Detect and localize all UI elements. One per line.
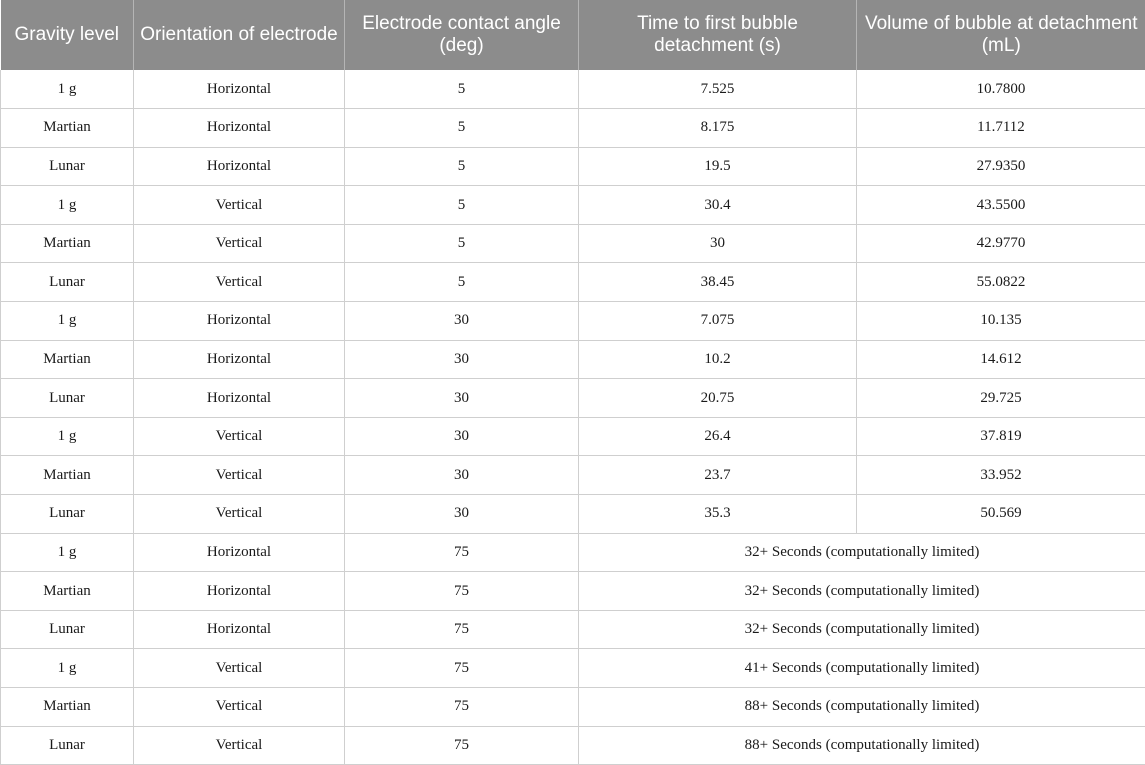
table-row: [1, 224, 1145, 263]
cell-contact-angle: 75: [345, 688, 579, 727]
table-row: [1, 533, 1145, 572]
table-row: [1, 263, 1145, 302]
cell-gravity-level: Martian: [1, 572, 134, 611]
cell-time-to-detachment: 10.2: [579, 340, 857, 379]
cell-orientation: Vertical: [134, 263, 345, 302]
cell-orientation: Horizontal: [134, 610, 345, 649]
cell-detachment-note: 41+ Seconds (computationally limited): [579, 649, 1145, 688]
cell-gravity-level: 1 g: [1, 649, 134, 688]
cell-time-to-detachment: 7.075: [579, 302, 857, 341]
table-row: [1, 495, 1145, 534]
table-row: [1, 147, 1145, 186]
header-gravity-level: Gravity level: [1, 0, 134, 70]
cell-bubble-volume: 33.952: [857, 456, 1145, 495]
cell-gravity-level: 1 g: [1, 533, 134, 572]
cell-orientation: Vertical: [134, 186, 345, 225]
cell-gravity-level: Lunar: [1, 610, 134, 649]
cell-orientation: Vertical: [134, 688, 345, 727]
cell-contact-angle: 30: [345, 495, 579, 534]
cell-orientation: Horizontal: [134, 340, 345, 379]
cell-bubble-volume: 43.5500: [857, 186, 1145, 225]
table-row: [1, 649, 1145, 688]
table-row: [1, 109, 1145, 148]
cell-time-to-detachment: 30.4: [579, 186, 857, 225]
cell-bubble-volume: 29.725: [857, 379, 1145, 418]
cell-time-to-detachment: 20.75: [579, 379, 857, 418]
cell-gravity-level: 1 g: [1, 186, 134, 225]
table-row: [1, 186, 1145, 225]
header-row: [1, 0, 1145, 70]
cell-detachment-note: 88+ Seconds (computationally limited): [579, 688, 1145, 727]
header-time-to-detachment: Time to first bubble detachment (s): [579, 0, 857, 70]
cell-bubble-volume: 11.7112: [857, 109, 1145, 148]
header-contact-angle: Electrode contact angle (deg): [345, 0, 579, 70]
cell-time-to-detachment: 7.525: [579, 70, 857, 109]
cell-contact-angle: 5: [345, 70, 579, 109]
cell-contact-angle: 75: [345, 572, 579, 611]
header-bubble-volume: Volume of bubble at detachment (mL): [857, 0, 1145, 70]
cell-gravity-level: Lunar: [1, 495, 134, 534]
cell-time-to-detachment: 26.4: [579, 417, 857, 456]
cell-gravity-level: 1 g: [1, 70, 134, 109]
cell-bubble-volume: 14.612: [857, 340, 1145, 379]
cell-orientation: Horizontal: [134, 147, 345, 186]
cell-orientation: Horizontal: [134, 109, 345, 148]
cell-gravity-level: Martian: [1, 224, 134, 263]
cell-contact-angle: 75: [345, 726, 579, 765]
cell-gravity-level: Martian: [1, 456, 134, 495]
cell-gravity-level: Lunar: [1, 726, 134, 765]
cell-orientation: Vertical: [134, 495, 345, 534]
cell-orientation: Vertical: [134, 224, 345, 263]
cell-gravity-level: Martian: [1, 109, 134, 148]
cell-contact-angle: 75: [345, 610, 579, 649]
table-row: [1, 302, 1145, 341]
cell-orientation: Vertical: [134, 417, 345, 456]
table-row: [1, 456, 1145, 495]
cell-orientation: Horizontal: [134, 379, 345, 418]
cell-bubble-volume: 42.9770: [857, 224, 1145, 263]
cell-detachment-note: 32+ Seconds (computationally limited): [579, 610, 1145, 649]
cell-orientation: Vertical: [134, 726, 345, 765]
cell-time-to-detachment: 8.175: [579, 109, 857, 148]
cell-detachment-note: 32+ Seconds (computationally limited): [579, 572, 1145, 611]
cell-contact-angle: 30: [345, 417, 579, 456]
cell-gravity-level: 1 g: [1, 417, 134, 456]
cell-gravity-level: 1 g: [1, 302, 134, 341]
cell-bubble-volume: 10.7800: [857, 70, 1145, 109]
table-row: [1, 688, 1145, 727]
cell-bubble-volume: 50.569: [857, 495, 1145, 534]
table-row: [1, 379, 1145, 418]
cell-bubble-volume: 55.0822: [857, 263, 1145, 302]
cell-contact-angle: 30: [345, 302, 579, 341]
cell-time-to-detachment: 23.7: [579, 456, 857, 495]
cell-orientation: Vertical: [134, 649, 345, 688]
cell-contact-angle: 30: [345, 340, 579, 379]
header-orientation: Orientation of electrode: [134, 0, 345, 70]
cell-orientation: Horizontal: [134, 302, 345, 341]
table-row: [1, 726, 1145, 765]
cell-contact-angle: 5: [345, 147, 579, 186]
cell-gravity-level: Lunar: [1, 263, 134, 302]
cell-bubble-volume: 37.819: [857, 417, 1145, 456]
cell-bubble-volume: 27.9350: [857, 147, 1145, 186]
cell-time-to-detachment: 35.3: [579, 495, 857, 534]
table-row: [1, 610, 1145, 649]
cell-time-to-detachment: 19.5: [579, 147, 857, 186]
cell-gravity-level: Lunar: [1, 379, 134, 418]
cell-time-to-detachment: 30: [579, 224, 857, 263]
table-row: [1, 340, 1145, 379]
cell-orientation: Vertical: [134, 456, 345, 495]
cell-bubble-volume: 10.135: [857, 302, 1145, 341]
cell-contact-angle: 5: [345, 263, 579, 302]
cell-time-to-detachment: 38.45: [579, 263, 857, 302]
table-row: [1, 70, 1145, 109]
cell-contact-angle: 75: [345, 649, 579, 688]
cell-gravity-level: Martian: [1, 340, 134, 379]
cell-contact-angle: 5: [345, 109, 579, 148]
cell-contact-angle: 5: [345, 224, 579, 263]
cell-gravity-level: Martian: [1, 688, 134, 727]
cell-contact-angle: 5: [345, 186, 579, 225]
cell-contact-angle: 75: [345, 533, 579, 572]
cell-orientation: Horizontal: [134, 572, 345, 611]
table-row: [1, 417, 1145, 456]
cell-gravity-level: Lunar: [1, 147, 134, 186]
table-row: [1, 572, 1145, 611]
cell-contact-angle: 30: [345, 456, 579, 495]
cell-detachment-note: 32+ Seconds (computationally limited): [579, 533, 1145, 572]
cell-contact-angle: 30: [345, 379, 579, 418]
cell-orientation: Horizontal: [134, 533, 345, 572]
cell-orientation: Horizontal: [134, 70, 345, 109]
table-body: [1, 70, 1145, 765]
cell-detachment-note: 88+ Seconds (computationally limited): [579, 726, 1145, 765]
